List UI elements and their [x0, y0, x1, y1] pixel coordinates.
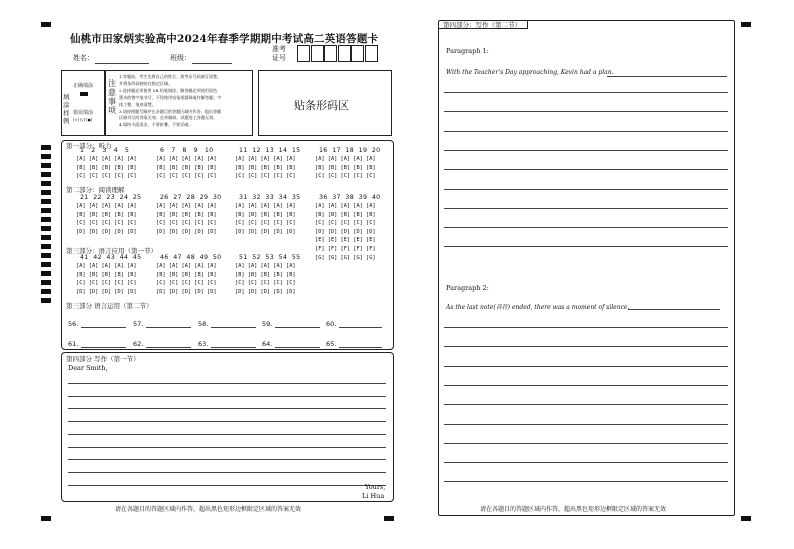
notes-line: 区域书写的答案无效；在草稿纸、试题卷上答题无效。	[119, 115, 218, 121]
exam-id-cell[interactable]	[351, 45, 364, 62]
name-field[interactable]	[95, 63, 149, 64]
letter-closing: Yours,	[365, 483, 386, 491]
blank-number: 62.	[133, 340, 144, 348]
blank-line[interactable]	[81, 347, 126, 348]
part4b-label: 第四部分：写作（第二节）	[443, 21, 521, 29]
bubble-row[interactable]: [G] [G] [G] [G] [G]	[315, 254, 376, 261]
bubble-row[interactable]: [B] [B] [B] [B] [B]	[315, 211, 376, 218]
letter-greeting: Dear Smith,	[68, 364, 108, 372]
timing-mark	[41, 289, 51, 294]
bubble-row[interactable]: [D] [D] [D] [D] [D]	[235, 288, 296, 295]
paragraph1-start: With the Teacher’s Day approaching, Kevin had a plan.	[446, 69, 614, 76]
bubble-row[interactable]: [A] [A] [A] [A] [A]	[315, 156, 376, 162]
fill-example-label	[63, 93, 70, 125]
writing-line[interactable]	[444, 227, 728, 228]
fill-example-char: 涂	[63, 101, 70, 109]
blank-line[interactable]	[275, 327, 320, 328]
writing-line[interactable]	[444, 443, 728, 444]
option-bubbles[interactable]	[76, 202, 137, 236]
corner-mark	[741, 22, 751, 27]
blank-number: 57.	[133, 320, 144, 328]
bubble-row[interactable]: [C] [C] [C] [C] [C]	[156, 280, 217, 287]
option-bubbles[interactable]	[76, 155, 137, 181]
writing-line[interactable]	[444, 327, 728, 328]
paragraph2-start: As the last note(音符) ended, there was a moment of silence.	[446, 304, 630, 311]
footer-note: 请在各题目的答题区域内作答，超出黑色矩形边框限定区域的答案无效	[480, 506, 667, 513]
timing-mark	[41, 172, 51, 177]
bubble-row[interactable]: [A] [A] [A] [A] [A]	[156, 263, 217, 269]
part3b-label: 第三部分 语言运用（第二节）	[66, 302, 153, 310]
writing-section-2	[438, 20, 735, 516]
corner-mark	[41, 22, 51, 27]
writing-line[interactable]	[444, 385, 728, 386]
writing-line[interactable]	[444, 131, 728, 132]
writing-line[interactable]	[444, 92, 728, 93]
part2-label: 第二部分：阅读理解	[66, 186, 125, 194]
part3a-label: 第三部分：语言应用（第一节）	[66, 247, 157, 255]
notes-text	[119, 74, 251, 129]
bubble-row[interactable]: [C] [C] [C] [C] [C]	[235, 220, 296, 227]
question-numbers: 41 42 43 44 45	[80, 254, 142, 261]
exam-id-cell[interactable]	[311, 45, 324, 62]
question-numbers: 46 47 48 49 50	[160, 254, 222, 261]
timing-mark	[41, 271, 51, 276]
notes-title	[108, 79, 116, 115]
bubble-row[interactable]: [D] [D] [D] [D] [D]	[76, 288, 137, 295]
blank-number: 61.	[68, 340, 79, 348]
bubble-row[interactable]: [D] [D] [D] [D] [D]	[76, 228, 137, 235]
barcode-label: 贴条形码区	[294, 99, 349, 112]
timing-mark	[41, 145, 51, 150]
bubble-row[interactable]: [D] [D] [D] [D] [D]	[156, 288, 217, 295]
option-bubbles[interactable]	[315, 155, 376, 181]
timing-mark	[41, 208, 51, 213]
question-numbers: 36 37 38 39 40	[319, 194, 381, 201]
writing-section-1	[61, 352, 394, 502]
bubble-row[interactable]: [C] [C] [C] [C] [C]	[235, 280, 296, 287]
notes-line: 1.答题前，考生先将自己的姓名、准考证号码填写清楚，	[119, 74, 222, 79]
notes-line: 4.保持卡面清洁，不要折叠、不要弄破。	[119, 122, 193, 128]
notes-title-char: 项	[108, 106, 116, 115]
writing-line[interactable]	[444, 189, 728, 190]
writing-line[interactable]	[444, 366, 728, 367]
bubble-row[interactable]: [B] [B] [B] [B] [B]	[156, 164, 217, 171]
paragraph2-first-line[interactable]	[628, 309, 720, 310]
blank-line[interactable]	[146, 327, 191, 328]
writing-line[interactable]	[68, 485, 386, 486]
option-bubbles[interactable]	[156, 262, 217, 296]
question-numbers: 31 32 33 34 35	[239, 194, 301, 201]
timing-mark	[41, 253, 51, 258]
bubble-row[interactable]: [C] [C] [C] [C] [C]	[76, 173, 137, 180]
bubble-row[interactable]: [C] [C] [C] [C] [C]	[156, 173, 217, 180]
bubble-row[interactable]: [D] [D] [D] [D] [D]	[315, 228, 376, 235]
bubble-row[interactable]: [C] [C] [C] [C] [C]	[315, 220, 376, 227]
writing-line[interactable]	[444, 424, 728, 425]
exam-id-cell[interactable]	[338, 45, 351, 62]
blank-number: 65.	[326, 340, 337, 348]
bubble-row[interactable]: [B] [B] [B] [B] [B]	[76, 211, 137, 218]
blank-line[interactable]	[81, 327, 126, 328]
writing-line[interactable]	[68, 472, 386, 473]
blank-line[interactable]	[211, 347, 256, 348]
question-numbers: 11 12 13 14 15	[239, 147, 301, 154]
fill-example-char: 样	[63, 109, 70, 117]
writing-line[interactable]	[68, 383, 386, 384]
corner-mark	[41, 516, 51, 521]
writing-line[interactable]	[68, 447, 386, 448]
fill-example-char: 填	[63, 93, 70, 101]
writing-line[interactable]	[444, 150, 728, 151]
blank-number: 60.	[326, 320, 337, 328]
part4a-label: 第四部分 写作（第一节）	[66, 355, 140, 363]
writing-line[interactable]	[444, 462, 728, 463]
notes-title-char: 意	[108, 88, 116, 97]
timing-mark	[41, 163, 51, 168]
writing-line[interactable]	[68, 396, 386, 397]
writing-line[interactable]	[444, 346, 728, 347]
exam-id-cell[interactable]	[297, 45, 310, 62]
fill-example-char: 例	[63, 117, 70, 125]
bubble-row[interactable]: [B] [B] [B] [B] [B]	[156, 271, 217, 278]
notes-line: 体工整、笔迹清楚。	[119, 101, 156, 107]
writing-line[interactable]	[444, 481, 728, 482]
timing-mark	[41, 298, 51, 303]
question-numbers: 26 27 28 29 30	[160, 194, 222, 201]
writing-line[interactable]	[444, 111, 728, 112]
timing-mark	[41, 280, 51, 285]
bubble-row[interactable]: [E] [E] [E] [E] [E]	[315, 237, 376, 244]
option-bubbles[interactable]	[156, 155, 217, 181]
writing-line[interactable]	[68, 434, 386, 435]
bubble-row[interactable]: [F] [F] [F] [F] [F]	[315, 245, 376, 252]
bubble-row[interactable]: [B] [B] [B] [B] [B]	[76, 271, 137, 278]
question-numbers: 6 7 8 9 10	[160, 147, 214, 154]
option-bubbles[interactable]	[235, 155, 296, 181]
writing-line[interactable]	[68, 421, 386, 422]
bubble-row[interactable]: [B] [B] [B] [B] [B]	[315, 164, 376, 171]
notes-title-char: 注	[108, 79, 116, 88]
option-bubbles[interactable]	[315, 202, 376, 262]
paragraph2-label: Paragraph 2:	[446, 284, 489, 292]
bubble-row[interactable]: [C] [C] [C] [C] [C]	[315, 173, 376, 180]
exam-id-label: 准考	[272, 45, 286, 53]
corner-mark	[741, 516, 751, 521]
part1-label: 第一部分：听力	[66, 142, 112, 150]
notes-line: 3.请按照题号顺序在各题目的答题区域内作答，超出答题	[119, 108, 222, 114]
timing-mark	[41, 235, 51, 240]
correct-fill-label: 正确填涂	[73, 83, 94, 89]
bubble-row[interactable]: [A] [A] [A] [A] [A]	[156, 203, 217, 209]
letter-signature: Li Hua	[362, 492, 385, 500]
option-bubbles[interactable]	[235, 262, 296, 296]
question-numbers: 1 2 3 4 5	[80, 147, 130, 154]
option-bubbles[interactable]	[235, 202, 296, 236]
bubble-row[interactable]: [C] [C] [C] [C] [C]	[76, 280, 137, 287]
paragraph1-first-line[interactable]	[607, 76, 727, 77]
bubble-row[interactable]: [A] [A] [A] [A] [A]	[76, 203, 137, 209]
question-numbers: 16 17 18 19 20	[319, 147, 381, 154]
question-numbers: 21 22 23 24 25	[80, 194, 142, 201]
blank-line[interactable]	[339, 347, 382, 348]
writing-line[interactable]	[444, 404, 728, 405]
timing-mark	[41, 244, 51, 249]
blank-line[interactable]	[211, 327, 256, 328]
filled-bubble-icon	[80, 92, 88, 96]
bubble-row[interactable]: [A] [A] [A] [A] [A]	[76, 263, 137, 269]
bubble-row[interactable]: [C] [C] [C] [C] [C]	[235, 173, 296, 180]
option-bubbles[interactable]	[156, 202, 217, 236]
wrong-fill-sample: [×] [√] [●]	[73, 118, 93, 122]
class-label: 班级：	[170, 54, 191, 62]
name-label: 姓名：	[73, 54, 94, 62]
bubble-row[interactable]: [B] [B] [B] [B] [B]	[156, 211, 217, 218]
timing-mark	[41, 190, 51, 195]
paragraph1-label: Paragraph 1:	[446, 47, 489, 55]
bubble-row[interactable]: [A] [A] [A] [A] [A]	[235, 203, 296, 209]
writing-line[interactable]	[444, 208, 728, 209]
wrong-fill-label: 错误填涂	[73, 110, 94, 116]
bubble-row[interactable]: [C] [C] [C] [C] [C]	[76, 220, 137, 227]
blank-line[interactable]	[339, 327, 382, 328]
class-field[interactable]	[192, 63, 232, 64]
bubble-row[interactable]: [B] [B] [B] [B] [B]	[235, 164, 296, 171]
writing-line[interactable]	[444, 169, 728, 170]
blank-line[interactable]	[275, 347, 320, 348]
notes-line: 墨水的签字笔书写，不得使用铅笔或圆珠笔作解答题；字	[119, 94, 222, 100]
blank-number: 58.	[198, 320, 209, 328]
bubble-row[interactable]: [C] [C] [C] [C] [C]	[156, 220, 217, 227]
writing-line[interactable]	[444, 246, 728, 247]
blank-number: 64.	[262, 340, 273, 348]
writing-line[interactable]	[68, 408, 386, 409]
corner-mark	[384, 516, 394, 521]
blank-line[interactable]	[146, 347, 191, 348]
page-title: 仙桃市田家炳实验高中2024年春季学期期中考试高二英语答题卡	[70, 33, 379, 45]
timing-mark	[41, 199, 51, 204]
bubble-row[interactable]: [A] [A] [A] [A] [A]	[235, 263, 296, 269]
exam-id-cell[interactable]	[324, 45, 337, 62]
bubble-row[interactable]: [D] [D] [D] [D] [D]	[235, 228, 296, 235]
exam-id-label: 证号	[272, 54, 286, 62]
notes-line: 并将条形码粘贴在指定区域。	[119, 80, 173, 86]
bubble-row[interactable]: [D] [D] [D] [D] [D]	[156, 228, 217, 235]
blank-number: 56.	[68, 320, 79, 328]
notes-title-char: 事	[108, 97, 116, 106]
bubble-row[interactable]: [B] [B] [B] [B] [B]	[235, 271, 296, 278]
timing-mark	[41, 217, 51, 222]
notes-line: 2.选择题必须使用 2B 铅笔填涂；解答题必须使用黑色	[119, 87, 218, 93]
bubble-row[interactable]: [B] [B] [B] [B] [B]	[76, 164, 137, 171]
blank-number: 63.	[198, 340, 209, 348]
question-numbers: 51 52 53 54 55	[239, 254, 301, 261]
bubble-row[interactable]: [A] [A] [A] [A] [A]	[235, 156, 296, 162]
timing-mark	[41, 226, 51, 231]
bubble-row[interactable]: [B] [B] [B] [B] [B]	[235, 211, 296, 218]
writing-line[interactable]	[68, 459, 386, 460]
blank-number: 59.	[262, 320, 273, 328]
footer-note: 请在各题目的答题区域内作答，超出黑色矩形边框限定区域的答案无效	[115, 506, 302, 513]
timing-mark	[41, 262, 51, 267]
bubble-row[interactable]: [A] [A] [A] [A] [A]	[76, 156, 137, 162]
timing-mark	[41, 181, 51, 186]
bubble-row[interactable]: [A] [A] [A] [A] [A]	[156, 156, 217, 162]
bubble-row[interactable]: [A] [A] [A] [A] [A]	[315, 203, 376, 209]
option-bubbles[interactable]	[76, 262, 137, 296]
exam-id-cell[interactable]	[365, 45, 378, 62]
timing-mark	[41, 154, 51, 159]
